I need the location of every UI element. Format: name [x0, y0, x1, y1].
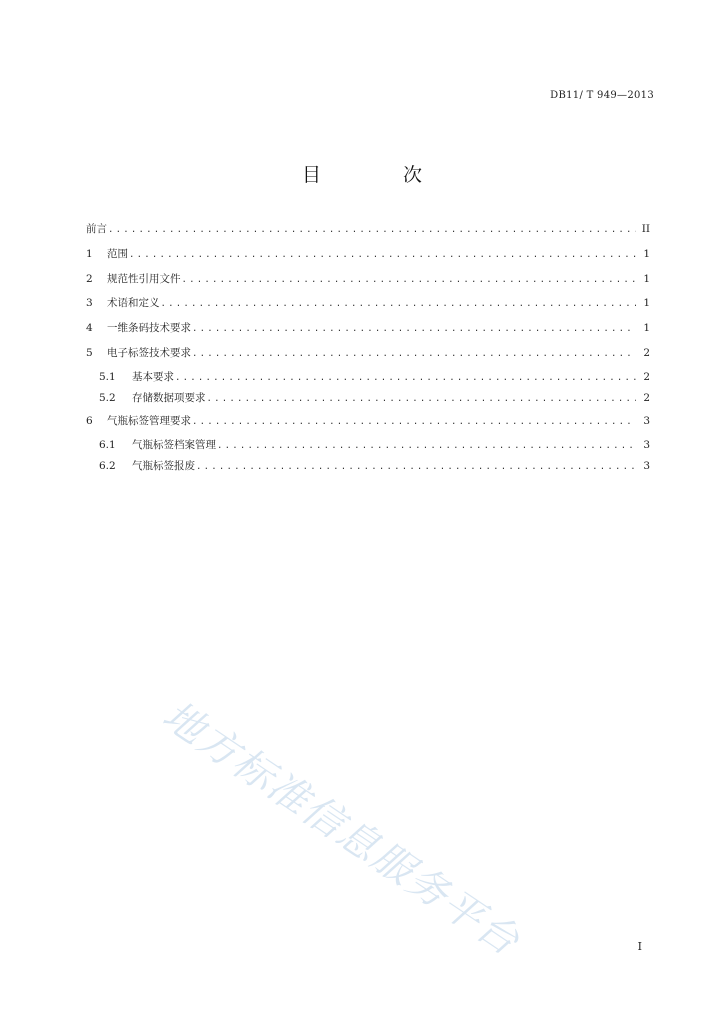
toc-entry-page: 1	[643, 247, 650, 260]
toc-leader	[207, 389, 637, 411]
toc-entry-page: 2	[643, 346, 650, 359]
document-code: DB11/ T 949—2013	[550, 90, 654, 101]
toc-entry-tag-scrapping[interactable]	[86, 456, 650, 478]
toc-entry-cylinder-tag-management[interactable]	[86, 410, 650, 435]
toc-entry-number: 4	[86, 322, 93, 335]
toc-entry-title: 存储数据项要求	[132, 392, 206, 405]
toc-entry-foreword[interactable]	[86, 218, 650, 243]
toc-leader	[192, 318, 636, 342]
toc-entry-normative-references[interactable]	[86, 268, 650, 293]
toc-entry-page: 2	[643, 392, 650, 405]
toc-leader	[192, 343, 636, 367]
toc-entry-page: 2	[643, 370, 650, 383]
toc-entry-number: 1	[86, 247, 93, 260]
toc-entry-title: 规范性引用文件	[107, 272, 181, 285]
toc-entry-number: 5.2	[99, 392, 116, 405]
toc-entry-page: 3	[643, 414, 650, 427]
toc-entry-electronic-tag-requirements[interactable]	[86, 342, 650, 367]
toc-leader	[161, 293, 637, 317]
toc-entry-title: 气瓶标签档案管理	[132, 438, 216, 451]
toc-leader	[129, 244, 636, 268]
toc-entry-terms-definitions[interactable]	[86, 292, 650, 317]
toc-entry-number: 6	[86, 414, 93, 427]
toc-entry-number: 2	[86, 272, 93, 285]
toc-entry-page: 1	[643, 322, 650, 335]
toc-entry-page: 1	[643, 272, 650, 285]
table-of-contents	[86, 218, 650, 478]
toc-entry-scope[interactable]	[86, 243, 650, 268]
toc-entry-title: 范围	[107, 247, 128, 260]
toc-title: 目 次	[301, 164, 461, 186]
toc-entry-number: 6.2	[99, 460, 116, 473]
toc-leader	[196, 457, 636, 479]
toc-entry-title: 基本要求	[132, 370, 174, 383]
toc-entry-number: 5	[86, 346, 93, 359]
toc-leader	[108, 219, 636, 243]
toc-entry-title: 电子标签技术要求	[107, 346, 191, 359]
toc-entry-page: II	[641, 223, 650, 235]
watermark: 地方标准信息服务平台	[154, 692, 529, 966]
toc-entry-title: 气瓶标签报废	[132, 460, 195, 473]
page-number: I	[637, 940, 642, 953]
toc-entry-title: 一维条码技术要求	[107, 322, 191, 335]
toc-entry-page: 3	[643, 460, 650, 473]
toc-leader	[217, 436, 636, 458]
toc-entry-storage-data-requirements[interactable]	[86, 388, 650, 410]
toc-leader	[182, 269, 637, 293]
toc-entry-title: 术语和定义	[107, 297, 160, 310]
toc-entry-number: 3	[86, 297, 93, 310]
toc-entry-page: 3	[643, 438, 650, 451]
toc-entry-tag-archive-management[interactable]	[86, 435, 650, 457]
toc-entry-title: 前言	[86, 223, 107, 235]
toc-entry-number: 6.1	[99, 438, 116, 451]
toc-entry-basic-requirements[interactable]	[86, 367, 650, 389]
toc-entry-number: 5.1	[99, 370, 116, 383]
toc-entry-barcode-requirements[interactable]	[86, 317, 650, 342]
toc-entry-page: 1	[643, 297, 650, 310]
toc-leader	[175, 368, 636, 390]
toc-leader	[192, 411, 636, 435]
toc-entry-title: 气瓶标签管理要求	[107, 414, 191, 427]
